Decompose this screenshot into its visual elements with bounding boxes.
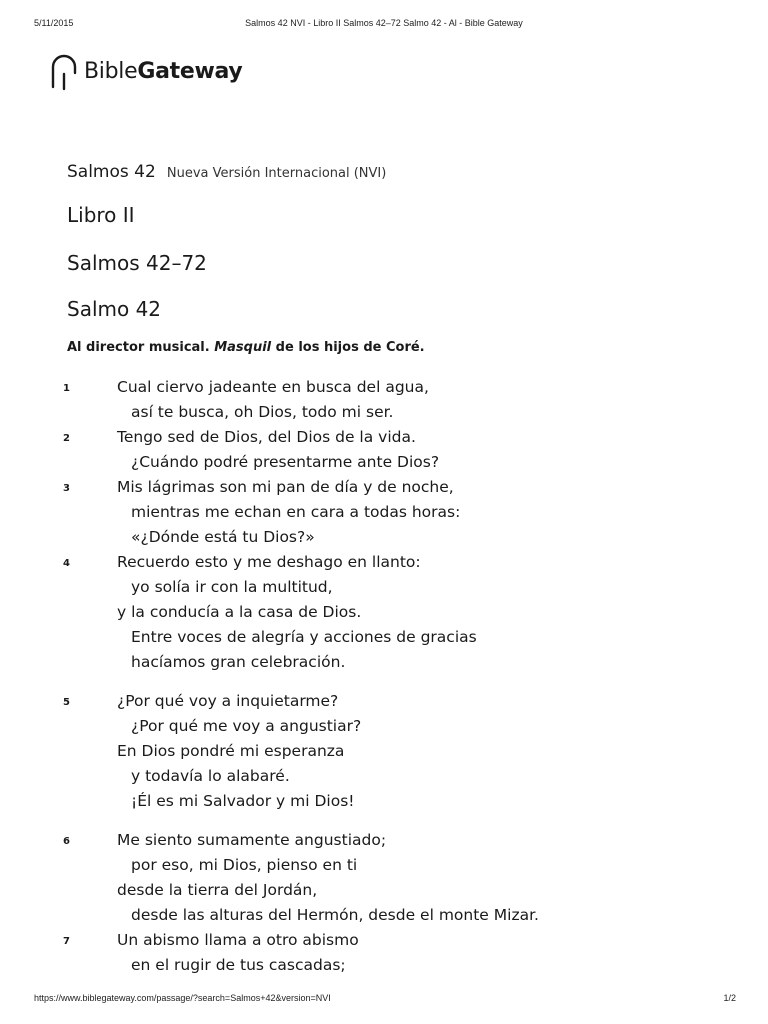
verse-number: 7 (63, 936, 70, 947)
verse-line (0, 928, 768, 953)
verse-text: Me siento sumamente angustiado; (117, 831, 387, 849)
verse-text: mientras me echan en cara a todas horas: (131, 503, 461, 521)
verse-text: Tengo sed de Dios, del Dios de la vida. (117, 428, 416, 446)
logo-wordmark-gateway: Gateway (137, 59, 243, 84)
verse-line (0, 425, 768, 450)
verse-list (0, 375, 768, 978)
psalm-superscription (67, 340, 425, 355)
verse-line (0, 953, 768, 978)
verse-text: y la conducía a la casa de Dios. (117, 603, 362, 621)
verse-line (0, 400, 768, 425)
print-url: https://www.biblegateway.com/passage/?search=Salmos+42&version=NVI (34, 993, 331, 1003)
verse-line (0, 764, 768, 789)
verse-text: Un abismo llama a otro abismo (117, 931, 359, 949)
verse-line (0, 878, 768, 903)
verse-text: Mis lágrimas son mi pan de día y de noche, (117, 478, 454, 496)
verse-text: En Dios pondré mi esperanza (117, 742, 345, 760)
verse-line (0, 625, 768, 650)
verse-text: desde las alturas del Hermón, desde el monte Mizar. (131, 906, 539, 924)
range-heading: Salmos 42–72 (67, 251, 207, 275)
superscription-after: de los hijos de Coré. (271, 340, 425, 355)
book-heading: Libro II (67, 203, 135, 227)
verse-line (0, 903, 768, 928)
verse-text: ¿Cuándo podré presentarme ante Dios? (131, 453, 440, 471)
verse-text: Entre voces de alegría y acciones de gracias (131, 628, 477, 646)
verse-text: ¿Por qué me voy a angustiar? (131, 717, 362, 735)
verse-line (0, 650, 768, 675)
stanza-break (0, 814, 768, 828)
verse-line (0, 853, 768, 878)
verse-line (0, 739, 768, 764)
verse-text: y todavía lo alabaré. (131, 767, 290, 785)
superscription-before: Al director musical. (67, 340, 215, 355)
verse-text: desde la tierra del Jordán, (117, 881, 318, 899)
print-page-number: 1/2 (723, 993, 736, 1003)
verse-line (0, 600, 768, 625)
passage-version: Nueva Versión Internacional (NVI) (166, 166, 387, 181)
verse-line (0, 714, 768, 739)
gateway-arch-icon (50, 53, 78, 91)
print-page-title: Salmos 42 NVI - Libro II Salmos 42–72 Salmo 42 - Al - Bible Gateway (245, 18, 523, 28)
verse-line (0, 525, 768, 550)
verse-number: 5 (63, 697, 70, 708)
print-header (0, 18, 768, 30)
verse-number: 1 (63, 383, 70, 394)
verse-line (0, 375, 768, 400)
biblegateway-logo[interactable] (50, 53, 242, 93)
verse-line (0, 575, 768, 600)
verse-text: ¡Él es mi Salvador y mi Dios! (131, 792, 355, 810)
verse-line (0, 450, 768, 475)
passage-header (67, 162, 386, 182)
verse-text: yo solía ir con la multitud, (131, 578, 333, 596)
stanza-break (0, 675, 768, 689)
psalm-heading: Salmo 42 (67, 297, 162, 321)
verse-line (0, 828, 768, 853)
logo-wordmark-bible: Bible (84, 59, 138, 84)
logo-wordmark (84, 59, 242, 84)
verse-line (0, 789, 768, 814)
verse-line (0, 500, 768, 525)
passage-reference: Salmos 42 (67, 162, 156, 182)
verse-line (0, 689, 768, 714)
verse-text: así te busca, oh Dios, todo mi ser. (131, 403, 394, 421)
verse-number: 2 (63, 433, 70, 444)
verse-text: por eso, mi Dios, pienso en ti (131, 856, 358, 874)
print-footer (0, 993, 768, 1005)
verse-number: 6 (63, 836, 70, 847)
verse-line (0, 475, 768, 500)
superscription-italic: Masquil (214, 340, 272, 355)
verse-text: en el rugir de tus cascadas; (131, 956, 346, 974)
verse-text: hacíamos gran celebración. (131, 653, 346, 671)
verse-text: ¿Por qué voy a inquietarme? (117, 692, 339, 710)
verse-line (0, 550, 768, 575)
verse-text: «¿Dónde está tu Dios?» (131, 528, 315, 546)
verse-text: Cual ciervo jadeante en busca del agua, (117, 378, 429, 396)
verse-number: 4 (63, 558, 70, 569)
verse-text: Recuerdo esto y me deshago en llanto: (117, 553, 421, 571)
print-date: 5/11/2015 (34, 18, 74, 28)
verse-number: 3 (63, 483, 70, 494)
